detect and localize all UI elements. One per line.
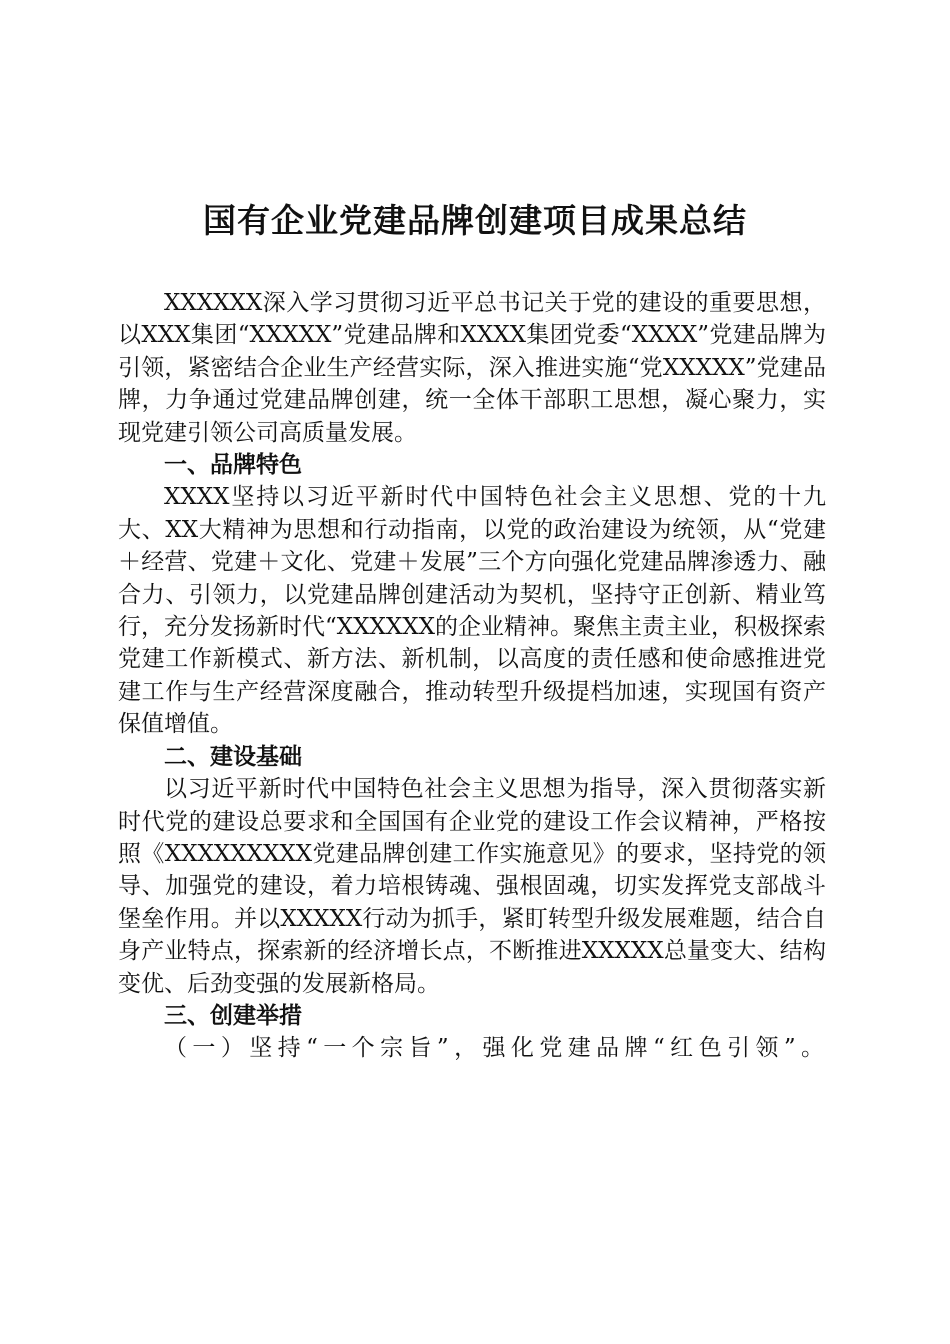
construction-basis-paragraph: 以习近平新时代中国特色社会主义思想为指导，深入贯彻落实新时代党的建设总要求和全国国有企业党的建设工作会议精神，严格按照《XXXXXXXXX党建品牌创建工作实施意见》的要求，坚持党的领导、加强党的建设，着力培根铸魂、强根固魂，切实发挥党支部战斗堡垒作用。并以XXXXX行动为抓手，紧盯转型升级发展难题，结合自身产业特点，探索新的经济增长点，不断推进XXXXX总量变大、结构变优、后劲变强的发展新格局。 (118, 776, 826, 997)
intro-paragraph: XXXXXX深入学习贯彻习近平总书记关于党的建设的重要思想，以XXX集团“XXXXX”党建品牌和XXXX集团党委“XXXX”党建品牌为引领，紧密结合企业生产经营实际，深入推进实施“党XXXXX”党建品牌，力争通过党建品牌创建，统一全体干部职工思想，凝心聚力，实现党建引领公司高质量发展。 (118, 290, 826, 446)
brand-features-paragraph: XXXX坚持以习近平新时代中国特色社会主义思想、党的十九大、XX大精神为思想和行动指南，以党的政治建设为统领，从“党建＋经营、党建＋文化、党建＋发展”三个方向强化党建品牌渗透力、融合力、引领力，以党建品牌创建活动为契机，坚持守正创新、精业笃行，充分发扬新时代“XXXXXX的企业精神。聚焦主责主业，积极探索党建工作新模式、新方法、新机制，以高度的责任感和使命感推进党建工作与生产经营深度融合，推动转型升级提档加速，实现国有资产保值增值。 (118, 484, 827, 738)
section-heading-brand-features: 一、品牌特色 (164, 452, 302, 479)
document-title: 国有企业党建品牌创建项目成果总结 (203, 201, 747, 240)
sub-heading-one-purpose: （一）坚持“一个宗旨”，强化党建品牌“红色引领”。 (164, 1035, 826, 1062)
document-body (118, 287, 826, 1065)
section-heading-creation-measures: 三、创建举措 (164, 1002, 302, 1029)
section-heading-construction-basis: 二、建设基础 (164, 743, 302, 770)
